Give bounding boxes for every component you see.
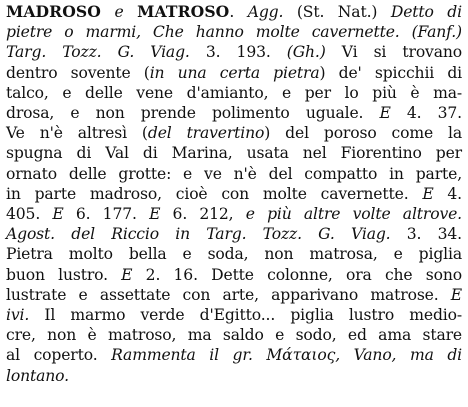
body-text: 3. 193. — [189, 43, 287, 62]
italic-text: (Gh.) — [286, 43, 326, 62]
italic-text: E — [379, 104, 391, 123]
italic-text: lontano. — [6, 366, 69, 385]
body-text: ) de' spicchii di — [319, 63, 462, 82]
body-text: ) del poroso come la — [264, 124, 463, 143]
body-text: 6. 212, — [160, 205, 246, 224]
body-text: dentro sovente ( — [6, 63, 150, 82]
body-text — [101, 3, 115, 21]
body-text: lustrate e assettate con arte, apparivano matrose. — [6, 285, 451, 304]
body-text: Pietra molto bella e soda, non matrosa, e piglia — [6, 245, 462, 264]
entry-line — [6, 224, 462, 244]
entry-line — [6, 22, 462, 42]
italic-text: e più altre volte altrove. — [245, 205, 462, 224]
entry-line — [6, 265, 462, 285]
body-text: Il marmo verde d'Egitto... piglia lustro medio- — [29, 306, 462, 325]
italic-text: Agg. — [247, 3, 284, 21]
italic-text: in una certa pietra — [149, 63, 320, 82]
italic-text: pietre o marmi, Che hanno molte cavernette. (Fanf.) — [6, 23, 462, 42]
body-text: . — [229, 3, 248, 21]
entry-line — [6, 164, 462, 184]
entry-line — [6, 42, 462, 62]
entry-line — [6, 366, 462, 386]
body-text: 3. 34. — [390, 225, 462, 244]
italic-text: E — [149, 205, 161, 224]
entry-line — [6, 103, 462, 123]
body-text: 2. 16. Dette colonne, ora che sono — [132, 265, 462, 284]
entry-line — [6, 63, 462, 83]
entry-line — [6, 244, 462, 264]
entry-line — [6, 2, 462, 22]
body-text: 6. 177. — [63, 205, 150, 224]
entry-line — [6, 325, 462, 345]
body-text: Ve n'è altresì ( — [6, 124, 148, 143]
italic-text: e — [114, 3, 124, 21]
body-text: cre, non è matroso, ma saldo e sodo, ed ama stare — [6, 326, 462, 345]
italic-text: del travertino — [147, 124, 265, 143]
body-text: al coperto. — [6, 346, 112, 365]
body-text: talco, e delle vene d'amianto, e per lo più è ma- — [6, 83, 462, 102]
dictionary-entry-madroso — [6, 2, 462, 386]
body-text: Vi si trovano — [325, 43, 462, 62]
body-text: in parte madroso, cioè con molte cavernette. — [6, 184, 423, 203]
entry-line — [6, 345, 462, 365]
entry-line — [6, 204, 462, 224]
italic-text: E — [52, 205, 64, 224]
body-text: drosa, e non prende polimento uguale. — [6, 104, 380, 123]
entry-line — [6, 83, 462, 103]
entry-line — [6, 143, 462, 163]
italic-text: Agost. del Riccio in Targ. Tozz. G. Viag. — [6, 225, 391, 244]
italic-text: ivi. — [6, 306, 30, 325]
entry-line — [6, 184, 462, 204]
entry-line — [6, 305, 462, 325]
headword: MADROSO — [6, 2, 101, 21]
entry-line — [6, 285, 462, 305]
body-text: ornato delle grotte: e ve n'è del compatto in parte, — [6, 164, 462, 183]
body-text: 4. 37. — [390, 104, 462, 123]
italic-text: E — [121, 265, 133, 284]
body-text: buon lustro. — [6, 265, 122, 284]
body-text: spugna di Val di Marina, usata nel Fiorentino per — [6, 144, 462, 163]
body-text — [124, 3, 138, 21]
italic-text: Detto di — [390, 3, 462, 21]
italic-text: E — [450, 285, 462, 304]
italic-text: Rammenta il gr. Μάταιος, Vano, ma di — [111, 346, 462, 365]
body-text: 405. — [6, 205, 53, 224]
entry-line — [6, 123, 462, 143]
body-text: 4. — [433, 184, 462, 203]
italic-text: E — [422, 184, 434, 203]
headword: MATROSO — [137, 2, 230, 21]
italic-text: Targ. Tozz. G. Viag. — [6, 43, 190, 62]
body-text: (St. Nat.) — [283, 3, 391, 21]
